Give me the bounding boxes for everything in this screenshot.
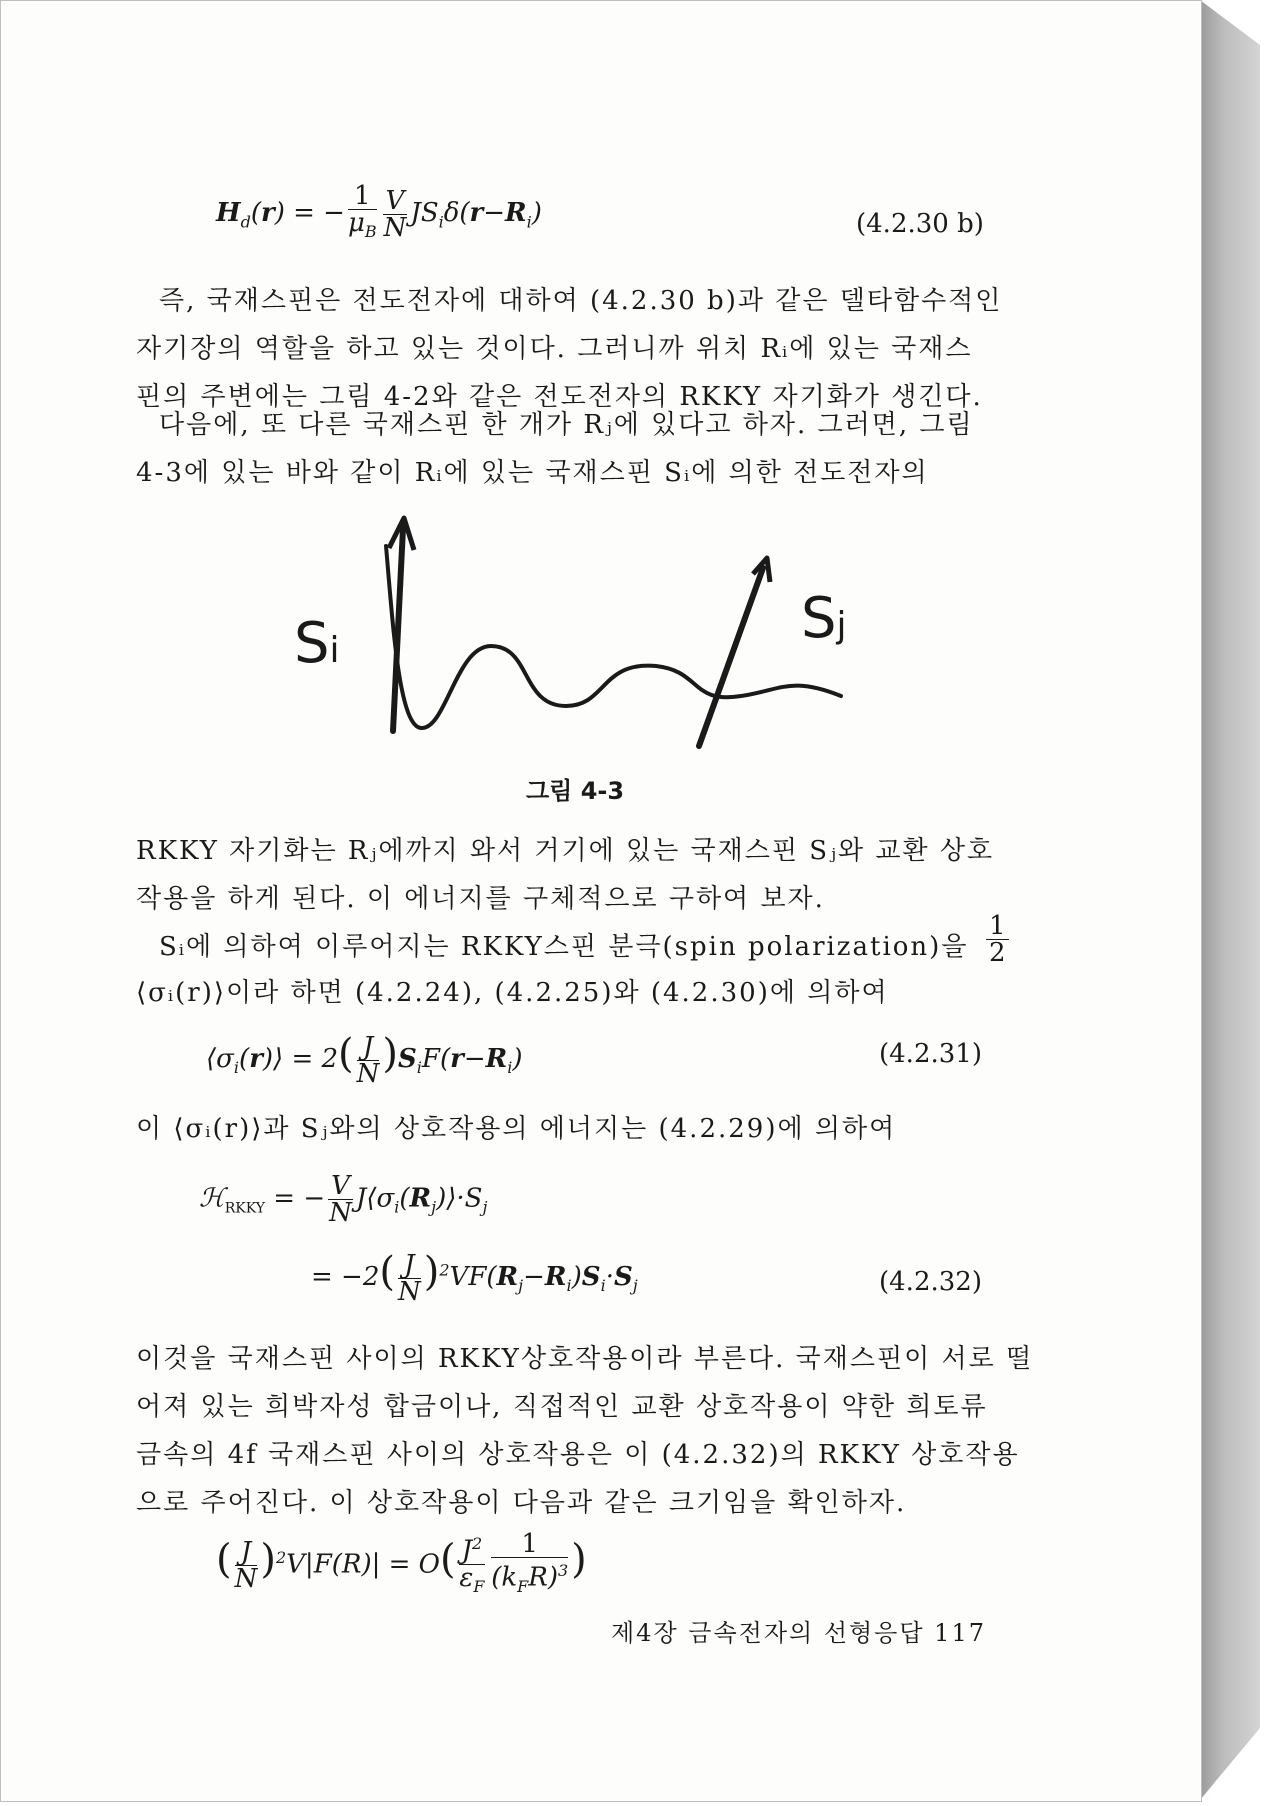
paragraph-line: 작용을 하게 된다. 이 에너지를 구체적으로 구하여 보자. — [136, 884, 825, 914]
paragraph-line: 이것을 국재스핀 사이의 RKKY상호작용이라 부른다. 국재스핀이 서로 떨 — [136, 1344, 1034, 1374]
paragraph-line: 이 ⟨σᵢ(r)⟩과 Sⱼ와의 상호작용의 에너지는 (4.2.29)에 의하여 — [136, 1114, 897, 1144]
paragraph-line: 4-3에 있는 바와 같이 Rᵢ에 있는 국재스핀 Sᵢ에 의한 전도전자의 — [136, 458, 929, 488]
paragraph-line: 다음에, 또 다른 국재스핀 한 개가 Rⱼ에 있다고 하자. 그러면, 그림 — [159, 410, 974, 440]
figure-caption: 그림 4-3 — [526, 777, 625, 805]
paragraph-line: 즉, 국재스핀은 전도전자에 대하여 (4.2.30 b)과 같은 델타함수적인 — [159, 286, 1003, 316]
paragraph-line: 핀의 주변에는 그림 4-2와 같은 전도전자의 RKKY 자기화가 생긴다. — [136, 382, 983, 412]
figure-label-sj: Sj — [801, 586, 847, 651]
figure-label-si: Si — [294, 611, 340, 676]
equation-number-4-2-30b: (4.2.30 b) — [856, 209, 984, 239]
paragraph-line: ⟨σᵢ(r)⟩이라 하면 (4.2.24), (4.2.25)와 (4.2.30)에 의하여 — [136, 978, 889, 1008]
equation-magnitude-estimate: ( $\frac{J}{N}$ )$^2$V|F(R)| = O( $\frac{J^2}{\varepsilon_F}$ $\frac{1}{(k_FR)^3}$ ) — [216, 1529, 587, 1596]
equation-number-4-2-32: (4.2.32) — [879, 1267, 982, 1297]
paragraph-line: Sᵢ에 의하여 이루어지는 RKKY스핀 분극(spin polarization)을 — [159, 932, 969, 962]
equation-4-2-32-line2: = −2( $\frac{J}{N}$ )$^2VF(R_j-R_i)S_i\cdot S_j$ — [311, 1249, 638, 1307]
paragraph-line: 으로 주어진다. 이 상호작용이 다음과 같은 크기임을 확인하자. — [136, 1488, 907, 1518]
equation-4-2-30b: $H_d(r)$ = − $\frac{1}{\mu_B}$ $\frac{V}{N}$ $JS_i\delta(r-R_i)$ — [216, 181, 542, 243]
inline-fraction-half: $\frac{1}{2}$ — [983, 913, 1012, 966]
equation-4-2-32-line1: ℋ$_{RKKY}$ = − $\frac{V}{N}$ $J⟨\sigma_i(R_j)⟩\cdot S_j$ — [199, 1171, 488, 1228]
rkky-oscillation-curve — [386, 546, 841, 728]
book-edge — [1200, 0, 1260, 1800]
paragraph-line: 자기장의 역할을 하고 있는 것이다. 그러니까 위치 Rᵢ에 있는 국재스 — [136, 334, 973, 364]
equation-4-2-31: $⟨\sigma_i(r)⟩ = 2$( $\frac{J}{N}$ )$S_iF(r-R_i)$ — [206, 1031, 523, 1089]
paragraph-line: 어져 있는 희박자성 합금이나, 직접적인 교환 상호작용이 약한 희토류 — [136, 1392, 988, 1422]
paragraph-line: RKKY 자기화는 Rⱼ에까지 와서 거기에 있는 국재스핀 Sⱼ와 교환 상호 — [136, 836, 995, 866]
page-footer: 제4장 금속전자의 선형응답 117 — [611, 1619, 986, 1647]
equation-number-4-2-31: (4.2.31) — [879, 1039, 982, 1069]
paragraph-line: 금속의 4f 국재스핀 사이의 상호작용은 이 (4.2.32)의 RKKY 상호작용 — [136, 1440, 1020, 1470]
spin-j-arrow-shaft — [699, 568, 763, 746]
